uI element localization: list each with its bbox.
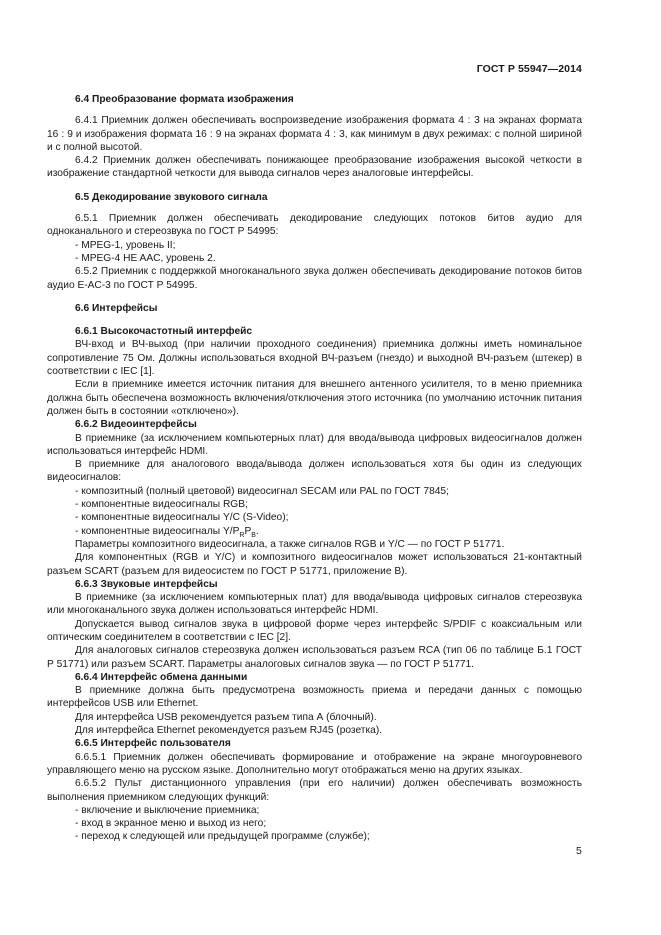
document-body — [47, 93, 582, 844]
paragraph: В приемнике должна быть предусмотрена возможность приема и передачи данных с помощью интерфейсов USB или Ethernet. — [47, 685, 582, 710]
list-item-text: . — [255, 525, 259, 537]
paragraph: Параметры композитного видеосигнала, а также сигналов RGB и Y/C — по ГОСТ Р 51771. — [75, 538, 505, 550]
list-item: - композитный (полный цветовой) видеосигнал SECAM или PAL по ГОСТ 7845; — [75, 485, 449, 497]
section-heading: 6.6.2 Видеоинтерфейсы — [75, 419, 197, 431]
paragraph: 6.5.1 Приемник должен обеспечивать декодирование следующих потоков битов аудио для одноканального и стереозвука по ГОСТ Р 54995: — [47, 213, 582, 238]
paragraph: Для аналоговых сигналов стереозвука должен использоваться разъем RCA (тип 06 по таблице Б.1 ГОСТ Р 51771) или разъем SCART. Параметры аналоговых сигналов звука — по ГОСТ Р 51771. — [47, 645, 582, 670]
standard-header: ГОСТ Р 55947—2014 — [476, 63, 582, 75]
paragraph: Допускается вывод сигналов звука в цифровой форме через интерфейс S/PDIF с коаксиальным или оптическим соединителем в соответствии с IEC [2]. — [47, 618, 582, 643]
paragraph: 6.4.1 Приемник должен обеспечивать воспроизведение изображения формата 4 : 3 на экранах формата 16 : 9 и изображения формата 16 : 9 на экранах формата 4 : 3, как минимум в двух режимах: с полной шириной и с полной высотой. — [47, 115, 582, 153]
list-item: - включение и выключение приемника; — [75, 804, 260, 816]
section-heading: 6.6.1 Высокочастотный интерфейс — [75, 326, 253, 338]
section-heading: 6.6 Интерфейсы — [75, 302, 158, 314]
subscript-text: R — [239, 531, 245, 539]
subscript-text: B — [251, 531, 256, 539]
paragraph: Для интерфейса Ethernet рекомендуется разъем RJ45 (розетка). — [75, 725, 383, 737]
section-heading: 6.4 Преобразование формата изображения — [75, 94, 294, 105]
list-item: - компонентные видеосигналы Y/C (S-Video); — [75, 512, 289, 524]
list-item-text: - компонентные видеосигналы Y/P — [75, 525, 240, 537]
paragraph: 6.6.5.1 Приемник должен обеспечивать формирование и отображение на экране многоуровневого управляющего меню на русском языке. Дополнительно могут отображаться меню на других языках. — [47, 751, 582, 776]
section-heading: 6.6.3 Звуковые интерфейсы — [75, 578, 218, 590]
paragraph: В приемнике (за исключением компьютерных плат) для ввода/вывода цифровых сигналов стереозвука или многоканального звука должен использоваться интерфейс HDMI. — [47, 592, 582, 617]
section-heading: 6.6.5 Интерфейс пользователя — [75, 738, 231, 750]
section-heading: 6.6.4 Интерфейс обмена данными — [75, 671, 248, 683]
list-item: - компонентные видеосигналы RGB; — [75, 499, 248, 511]
section-heading: 6.5 Декодирование звукового сигнала — [75, 191, 268, 203]
paragraph: В приемнике (за исключением компьютерных плат) для ввода/вывода цифровых видеосигналов должен использоваться интерфейс HDMI. — [47, 432, 582, 457]
paragraph: 6.5.2 Приемник с поддержкой многоканального звука должен обеспечивать декодирование потоков битов аудио E-AC-3 по ГОСТ Р 54995. — [47, 266, 582, 291]
paragraph: Если в приемнике имеется источник питания для внешнего антенного усилителя, то в меню приемника должна быть обеспечена возможность включения/отключения этого источника (по умолчанию источник питания должен быть в состоянии «отключено»). — [47, 379, 582, 417]
list-item-text: P — [244, 525, 252, 537]
list-item: - MPEG-4 HE AAC, уровень 2. — [75, 252, 216, 264]
list-item: - вход в экранное меню и выход из него; — [75, 818, 267, 830]
paragraph: ВЧ-вход и ВЧ-выход (при наличии проходного соединения) приемника должны иметь номинальное сопротивление 75 Ом. Должны использоваться входной ВЧ-разъем (гнездо) и выходной ВЧ-разъем (штекер) в соответствии с IEC [1]. — [47, 339, 582, 378]
paragraph: Для компонентных (RGB и Y/C) и композитного видеосигналов может использоваться 21-контактный разъем SCART (разъем для видеосистем по ГОСТ Р 51771, приложение В). — [47, 552, 582, 577]
page-number: 5 — [576, 845, 582, 857]
paragraph: Для интерфейса USB рекомендуется разъем типа А (блочный). — [75, 711, 377, 723]
paragraph: 6.6.5.2 Пульт дистанционного управления (при его наличии) должен обеспечивать возможность выполнения приемником следующих функций: — [47, 778, 582, 803]
list-item: - переход к следующей или предыдущей программе (службе); — [75, 831, 370, 843]
list-item: - MPEG-1, уровень II; — [75, 239, 176, 251]
list-item — [47, 525, 582, 538]
paragraph: 6.4.2 Приемник должен обеспечивать понижающее преобразование изображения высокой четкости в изображение стандартной четкости для вывода сигналов через аналоговые интерфейсы. — [47, 155, 582, 180]
paragraph: В приемнике для аналогового ввода/вывода должен использоваться хотя бы один из следующих видеосигналов: — [47, 459, 582, 484]
